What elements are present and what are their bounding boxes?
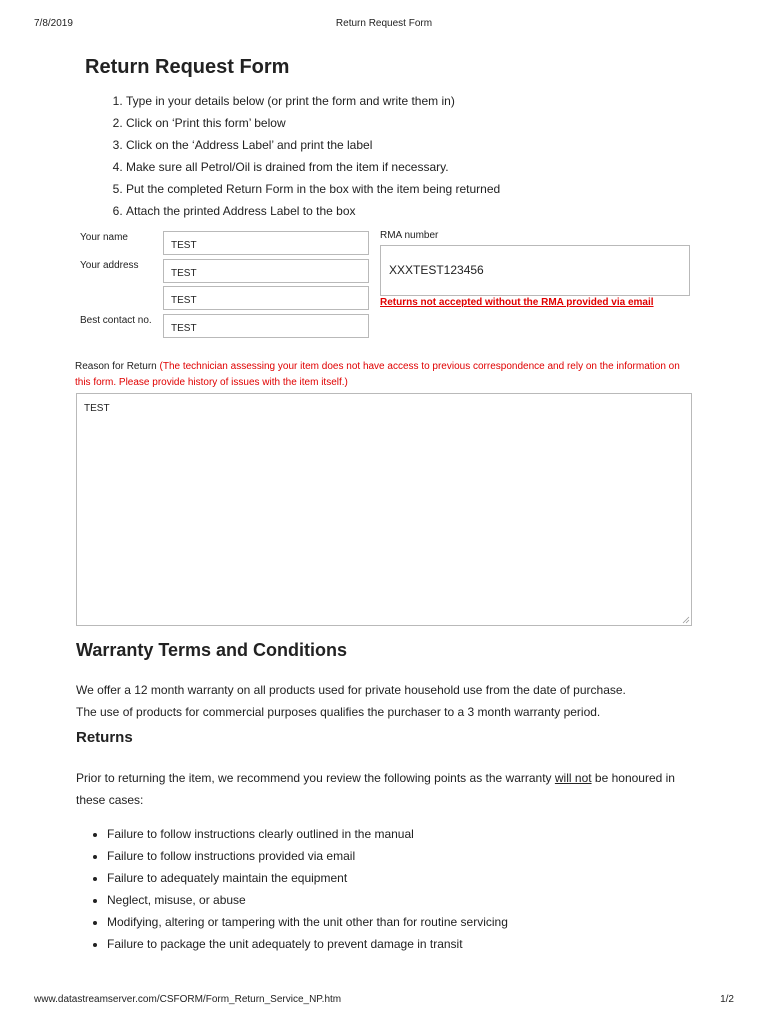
- instruction-step: 1. Type in your details below (or print the form and write them in): [126, 90, 500, 112]
- warranty-paragraph-1: We offer a 12 month warranty on all products used for private household use from the date of purchase.: [76, 683, 626, 697]
- reason-label: Reason for Return: [75, 361, 157, 372]
- warranty-heading: Warranty Terms and Conditions: [76, 640, 348, 660]
- instruction-step: 5. Put the completed Return Form in the box with the item being returned: [126, 178, 500, 200]
- returns-intro-emphasis: will not: [554, 771, 592, 785]
- resize-grip-icon[interactable]: [682, 616, 690, 624]
- name-label: Your name: [80, 232, 128, 243]
- list-item: • Failure to package the unit adequately to prevent damage in transit: [107, 933, 508, 955]
- print-footer-url: www.datastreamserver.com/CSFORM/Form_Return_Service_NP.htm: [34, 994, 342, 1005]
- reason-label-block: [75, 359, 690, 391]
- instruction-step: 4. Make sure all Petrol/Oil is drained from the item if necessary.: [126, 156, 500, 178]
- returns-heading: Returns: [76, 729, 133, 746]
- list-item: • Neglect, misuse, or abuse: [107, 889, 508, 911]
- rma-warning: Returns not accepted without the RMA provided via email: [380, 297, 654, 308]
- address-line2-field[interactable]: TEST: [163, 286, 369, 310]
- returns-intro-text-end: be honoured in these cases:: [76, 771, 675, 807]
- returns-intro-text: Prior to returning the item, we recommend you review the following points as the warranty: [76, 771, 555, 785]
- warranty-paragraph-2: The use of products for commercial purposes qualifies the purchaser to a 3 month warranty period.: [76, 705, 601, 719]
- warranty-exclusions-list: [76, 823, 508, 955]
- instruction-step: 2. Click on ‘Print this form’ below: [126, 112, 500, 134]
- list-item: • Modifying, altering or tampering with the unit other than for routine servicing: [107, 911, 508, 933]
- reason-textarea[interactable]: [76, 393, 692, 626]
- address-line1-field[interactable]: TEST: [163, 259, 369, 283]
- list-item: • Failure to follow instructions provided via email: [107, 845, 508, 867]
- print-footer-page: 1/2: [720, 994, 734, 1005]
- instruction-step: 3. Click on the ‘Address Label’ and print the label: [126, 134, 500, 156]
- returns-intro: [76, 767, 676, 811]
- page-title: Return Request Form: [85, 56, 290, 78]
- list-item: • Failure to follow instructions clearly outlined in the manual: [107, 823, 508, 845]
- name-field[interactable]: TEST: [163, 231, 369, 255]
- rma-field[interactable]: XXXTEST123456: [380, 245, 690, 296]
- instruction-step: 6. Attach the printed Address Label to the box: [126, 200, 500, 222]
- contact-field[interactable]: TEST: [163, 314, 369, 338]
- reason-textarea-value: TEST: [84, 403, 110, 414]
- list-item: • Failure to adequately maintain the equipment: [107, 867, 508, 889]
- contact-label: Best contact no.: [80, 315, 152, 326]
- print-date: 7/8/2019: [34, 18, 73, 29]
- instructions-list: [88, 90, 500, 222]
- address-label: Your address: [80, 260, 139, 271]
- rma-label: RMA number: [380, 230, 439, 241]
- reason-note: (The technician assessing your item does not have access to previous correspondence and rely on the information on this form. Please provide history of issues with the item itself.): [75, 361, 680, 388]
- print-title: Return Request Form: [335, 18, 433, 29]
